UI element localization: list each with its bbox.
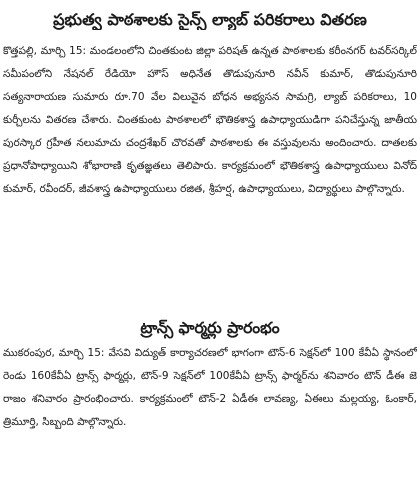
- headline-science-lab: ప్రభుత్వ పాఠశాలకు సైన్స్ ల్యాబ్ పరికరాలు వితరణ: [53, 10, 367, 29]
- dateline-separator: :: [100, 347, 109, 359]
- article-body: [3, 342, 417, 477]
- article-transformers: [3, 314, 417, 477]
- body-text: వేసవి విద్యుత్ కార్యాచరణలో భాగంగా టౌన్-6 సెక్షన్‌లో 100 కేవీఏ స్థానంలో రెండు 160కేవీఏ ట్రాన్స్ ఫార్మర్లు, టౌన్-9 సెక్షన్‌లో 100కేవీఏ ట్రాన్స్ ఫార్మర్‌ను శనివారం టౌన్ డీఈ జె రాజం శనివారం ప్రారంభించారు. కార్యక్రమంలో టౌన్-2 ఏడీఈ లావణ్య, ఏఈలు మల్లయ్య, ఓంకార్, త్రిమూర్తి, సిబ్బంది పాల్గొన్నారు.: [3, 347, 417, 428]
- dateline: కొత్తపల్లి, మార్చి 15: [3, 45, 83, 57]
- dateline-separator: :: [82, 45, 90, 57]
- article-body: [3, 30, 417, 314]
- headline-transformers: ట్రాన్స్ ఫార్మర్లు ప్రారంభం: [140, 319, 280, 337]
- dateline: ముకరంపుర, మార్చి 15: [3, 347, 101, 359]
- article-science-lab: [3, 0, 417, 314]
- body-text: మండలంలోని చింతకుంట జిల్లా పరిషత్ ఉన్నత పాఠశాలకు కరీంనగర్ టవర్‌సర్కిల్ సమీపంలోని నేషనల్ రేడియో హౌస్ అధినేత తొడుపునూరి నవీన్ కుమార్, తొడుపునూరి సత్యనారాయణ సుమారు రూ.70 వేల విలువైన బోధన అభ్యసన సామగ్రి, ల్యాబ్ పరికరాలు, 10 కుర్చీలను వితరణ చేశారు. చింతకుంట పాఠశాలలో భౌతికశాస్త్ర ఉపాధ్యాయుడిగా పనిచేస్తున్న జాతీయ పురస్కార గ్రహీత నలుమాచు చంద్రశేఖర్ చొరవతో పాఠశాలకు ఈ వస్తువులను అందించారు. దాతలకు ప్రధానోపాధ్యాయిని శోభారాణి కృతజ్ఞతలు తెలిపారు. కార్యక్రమంలో భౌతికశాస్త్ర ఉపాధ్యాయులు వినోద్ కుమార్, రవీందర్, జీవశాస్త్ర ఉపాధ్యాయులు రజిత, శ్రీహర్ష, ఉపాధ్యాయులు, విద్యార్థులు పాల్గొన్నారు.: [3, 45, 417, 195]
